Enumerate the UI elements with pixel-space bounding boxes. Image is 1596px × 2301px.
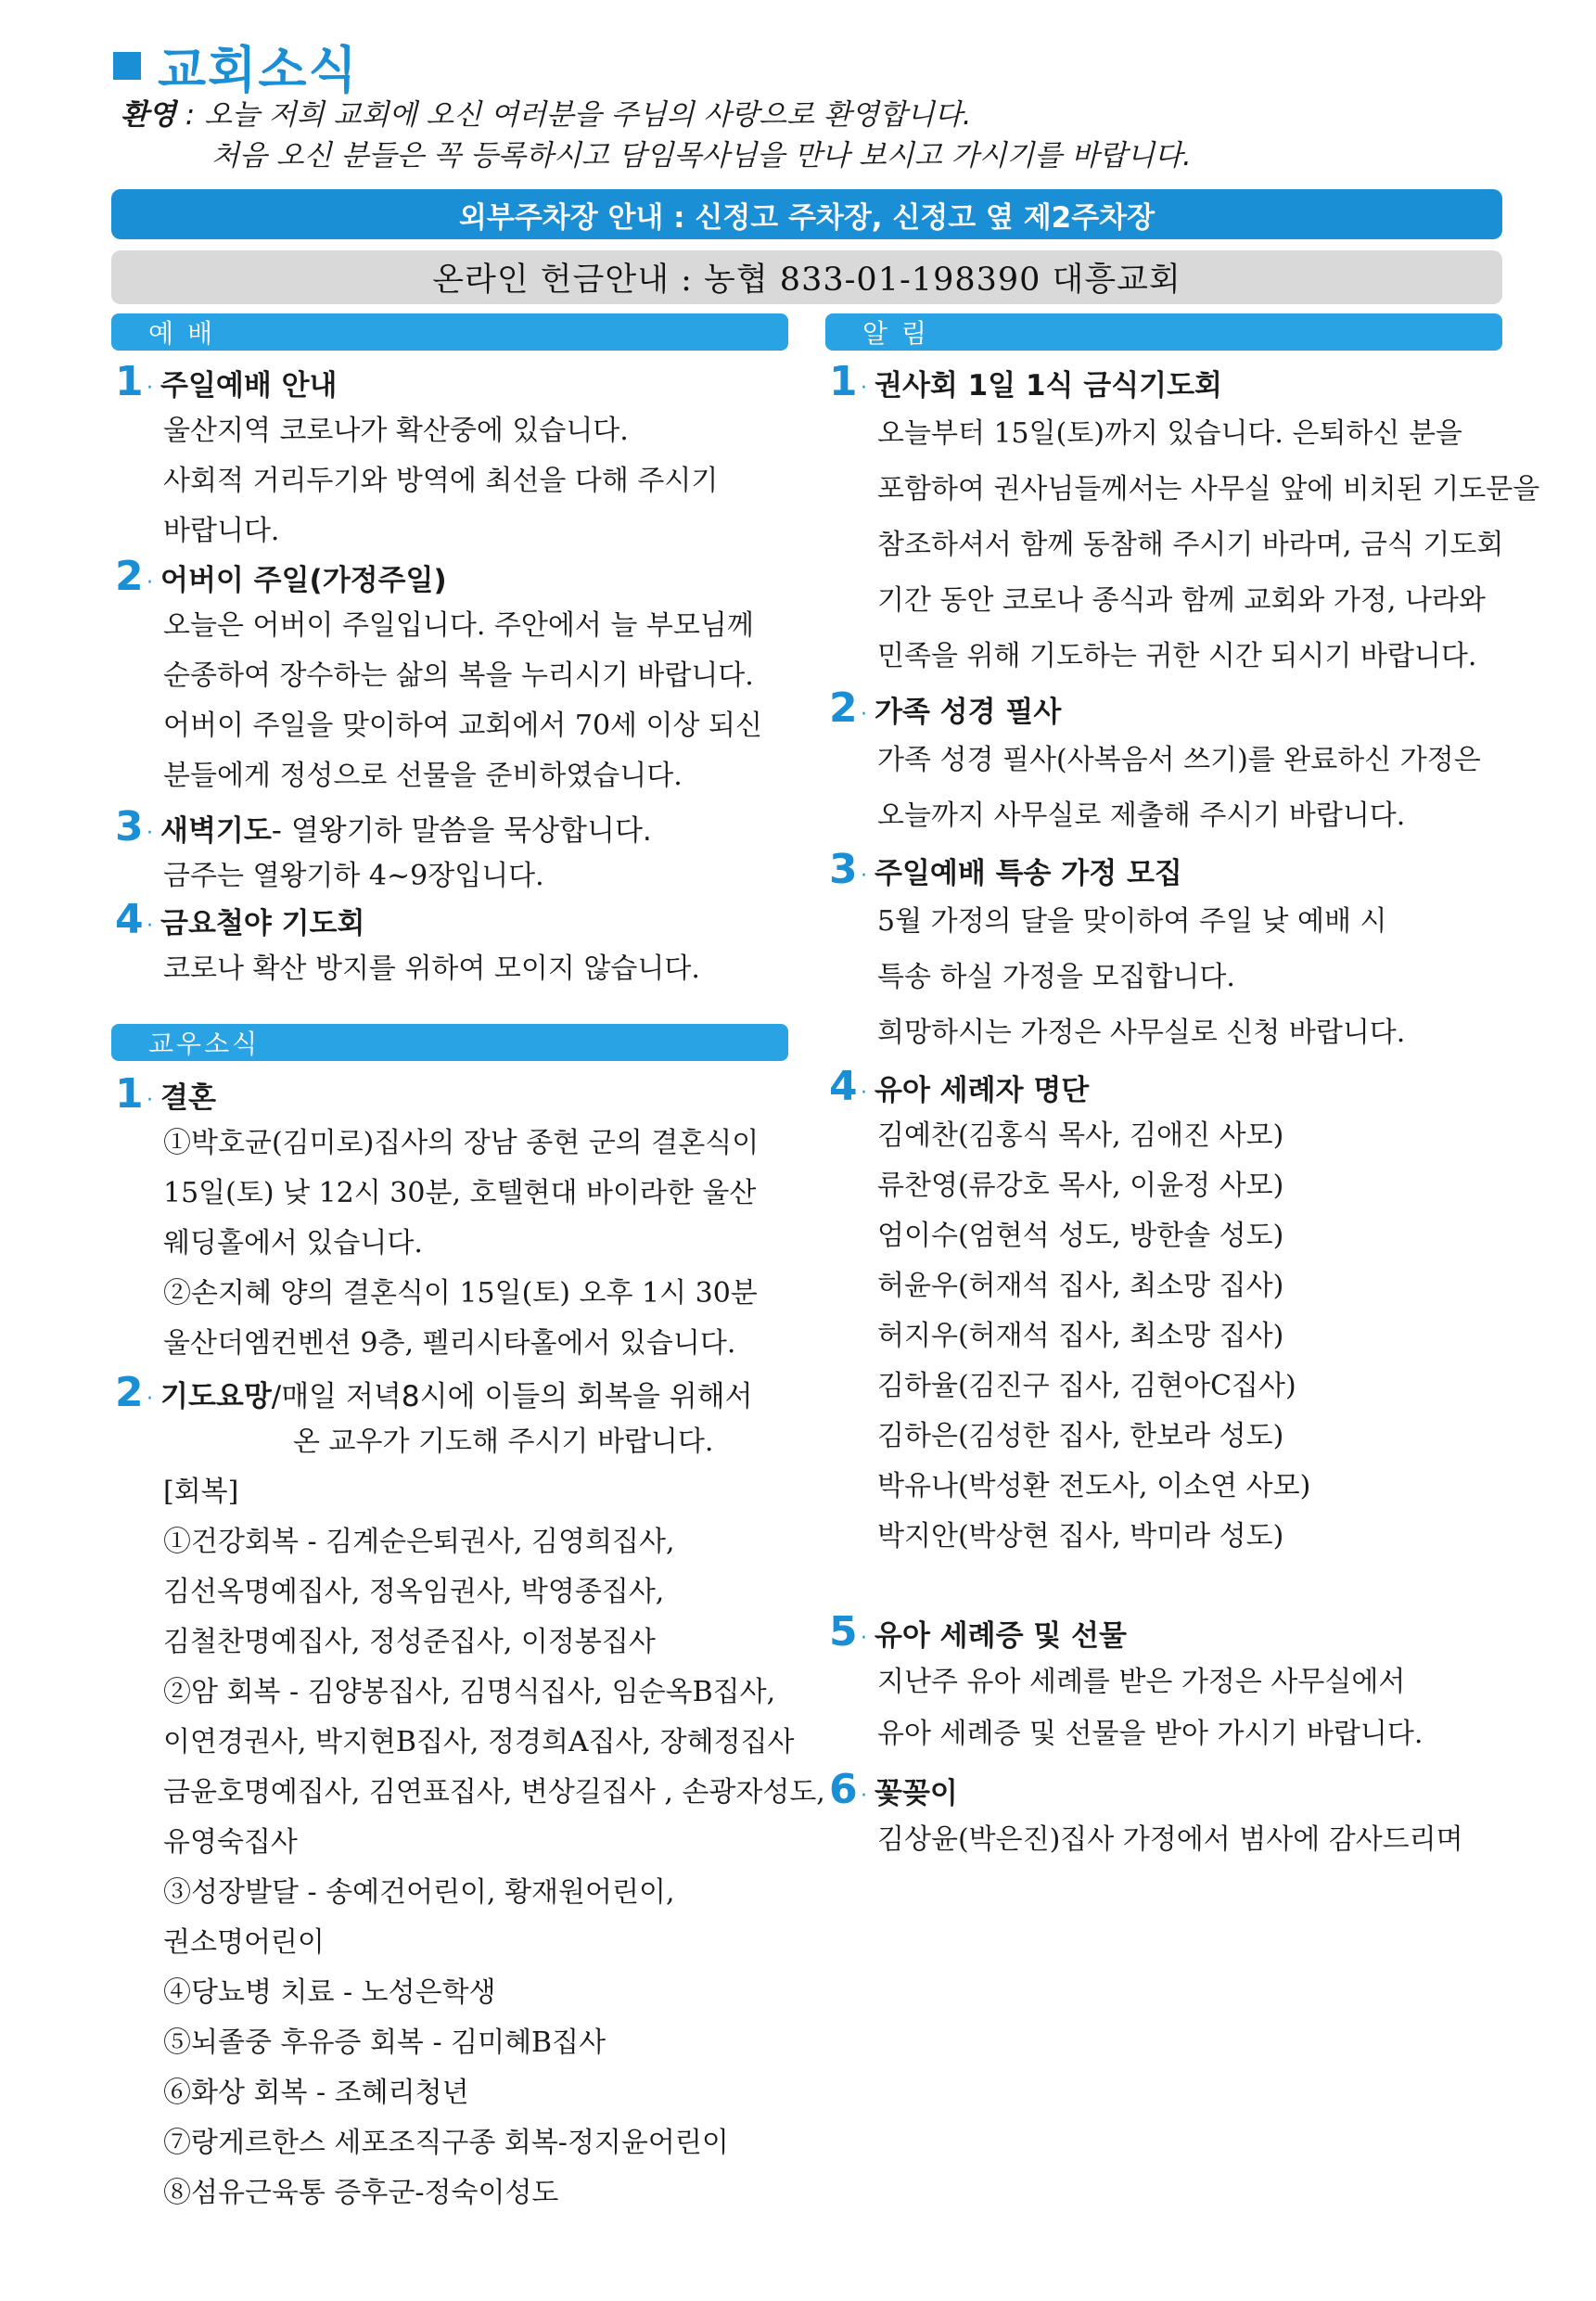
text-line: 포함하여 권사님들께서는 사무실 앞에 비치된 기도문을	[877, 473, 1540, 505]
text-line: ④당뇨병 치료 - 노성은학생	[163, 1976, 496, 2009]
bullet-dot-icon: ·	[861, 864, 867, 888]
text-line: 김하은(김성한 집사, 한보라 성도)	[877, 1420, 1284, 1452]
members-item-subtitle: /매일 저녁8시에 이들의 회복을 위해서	[271, 1380, 753, 1413]
text-line: 사회적 거리두기와 방역에 최선을 다해 주시기	[163, 465, 719, 497]
text-line: 순종하여 장수하는 삶의 복을 누리시기 바랍니다.	[163, 659, 754, 692]
bullet-dot-icon: ·	[861, 1627, 867, 1650]
worship-item-2-heading	[115, 553, 447, 600]
notices-item-number: 5	[829, 1608, 858, 1655]
bullet-dot-icon: ·	[861, 703, 867, 726]
bullet-dot-icon: ·	[147, 571, 153, 594]
worship-item-number: 3	[115, 803, 144, 850]
text-line: 온 교우가 기도해 주시기 바랍니다.	[293, 1425, 714, 1458]
text-line: 금윤호명예집사, 김연표집사, 변상길집사 , 손광자성도,	[163, 1776, 825, 1809]
notices-item-title: 가족 성경 필사	[875, 696, 1062, 729]
notices-item-3-body	[877, 894, 1405, 1061]
text-line: 바랍니다.	[163, 515, 280, 547]
notices-item-title: 유아 세례증 및 선물	[875, 1619, 1127, 1653]
text-line: 김하율(김진구 집사, 김현아C집사)	[877, 1370, 1296, 1402]
bullet-dot-icon: ·	[147, 822, 153, 845]
text-line: 지난주 유아 세례를 받은 가정은 사무실에서	[877, 1666, 1406, 1698]
notices-item-2-body	[877, 733, 1481, 844]
notices-item-title: 꽃꽂이	[875, 1777, 958, 1810]
text-line: ③성장발달 - 송예건어린이, 황재원어린이,	[163, 1876, 675, 1909]
worship-item-1-body	[163, 406, 718, 556]
bullet-dot-icon: ·	[147, 1089, 153, 1112]
notices-item-1-heading	[829, 358, 1222, 405]
notices-item-6-body	[877, 1814, 1463, 1866]
page-title-text: 교회소식	[158, 40, 359, 99]
bullet-dot-icon: ·	[861, 1081, 867, 1105]
text-line: 희망하시는 가정은 사무실로 신청 바랍니다.	[877, 1016, 1406, 1049]
bullet-dot-icon: ·	[147, 914, 153, 938]
members-item-title: 기도요망	[160, 1380, 272, 1413]
text-line: 박유나(박성환 전도사, 이소연 사모)	[877, 1470, 1311, 1502]
text-line: 김예찬(김홍식 목사, 김애진 사모)	[877, 1119, 1284, 1152]
notices-item-3-heading	[829, 846, 1182, 893]
text-line: 특송 하실 가정을 모집합니다.	[877, 961, 1235, 993]
members-item-title: 결혼	[160, 1081, 216, 1115]
bullet-dot-icon: ·	[861, 377, 867, 400]
worship-item-title: 어버이 주일(가정주일)	[160, 564, 447, 597]
notices-item-number: 4	[829, 1063, 858, 1110]
text-line: 이연경권사, 박지현B집사, 정경희A집사, 장혜정집사	[163, 1726, 795, 1758]
text-line: 참조하셔서 함께 동참해 주시기 바라며, 금식 기도회	[877, 529, 1504, 561]
worship-item-number: 1	[115, 358, 144, 405]
worship-item-subtitle: - 열왕기하 말씀을 묵상합니다.	[271, 814, 652, 848]
members-item-1-heading	[115, 1070, 216, 1118]
text-line: 오늘은 어버이 주일입니다. 주안에서 늘 부모님께	[163, 609, 754, 642]
text-line: 분들에게 정성으로 선물을 준비하였습니다.	[163, 760, 683, 792]
worship-item-1-heading	[115, 358, 338, 405]
text-line: ②손지혜 양의 결혼식이 15일(토) 오후 1시 30분	[163, 1277, 758, 1310]
text-line: ⑦랑게르한스 세포조직구종 회복-정지윤어린이	[163, 2127, 729, 2159]
text-line: 5월 가정의 달을 맞이하여 주일 낮 예배 시	[877, 905, 1387, 938]
members-item-number: 2	[115, 1369, 144, 1416]
notices-item-number: 2	[829, 684, 858, 732]
welcome-line-2: 처음 오신 분들은 꼭 등록하시고 담임목사님을 만나 보시고 가시기를 바랍니다.	[211, 139, 1192, 173]
bullet-dot-icon: ·	[861, 1784, 867, 1808]
notices-item-title: 권사회 1일 1식 금식기도회	[875, 369, 1222, 403]
worship-item-title: 주일예배 안내	[160, 369, 338, 403]
worship-item-title: 금요철야 기도회	[160, 907, 365, 940]
text-line: 권소명어린이	[163, 1926, 325, 1959]
members-item-1-body	[163, 1119, 759, 1369]
members-item-2-body	[163, 1417, 825, 2218]
square-bullet-icon	[113, 52, 141, 80]
text-line: ⑥화상 회복 - 조혜리청년	[163, 2077, 469, 2109]
notices-item-title: 유아 세례자 명단	[875, 1074, 1090, 1107]
text-line: 박지안(박상현 집사, 박미라 성도)	[877, 1520, 1284, 1553]
text-line: 어버이 주일을 맞이하여 교회에서 70세 이상 되신	[163, 709, 763, 742]
text-line: 금주는 열왕기하 4~9장입니다.	[163, 860, 544, 892]
parking-banner: 외부주차장 안내 : 신정고 주차장, 신정고 옆 제2주차장	[111, 189, 1502, 239]
text-line: ②암 회복 - 김양봉집사, 김명식집사, 임순옥B집사,	[163, 1676, 776, 1708]
text-line: ①건강회복 - 김계순은퇴권사, 김영희집사,	[163, 1526, 675, 1558]
welcome-message	[121, 95, 1192, 176]
text-line: 오늘까지 사무실로 제출해 주시기 바랍니다.	[877, 799, 1406, 832]
offering-banner: 온라인 헌금안내 : 농협 833-01-198390 대흥교회	[111, 250, 1502, 304]
notices-item-number: 6	[829, 1766, 858, 1813]
welcome-label: 환영	[121, 98, 176, 132]
text-line: 코로나 확산 방지를 위하여 모이지 않습니다.	[163, 952, 700, 985]
notices-item-5-body	[877, 1656, 1423, 1760]
members-section-header: 교우소식	[111, 1024, 788, 1061]
bullet-dot-icon: ·	[147, 1387, 153, 1411]
notices-item-6-heading	[829, 1766, 958, 1813]
text-line: 웨딩홀에서 있습니다.	[163, 1227, 423, 1259]
notices-item-4-heading	[829, 1063, 1090, 1110]
notices-section-header: 알 림	[825, 313, 1502, 351]
text-line: 김상윤(박은진)집사 가정에서 범사에 감사드리며	[877, 1823, 1463, 1856]
text-line: 기간 동안 코로나 종식과 함께 교회와 가정, 나라와	[877, 584, 1486, 617]
notices-item-5-heading	[829, 1608, 1127, 1655]
notices-item-number: 3	[829, 846, 858, 893]
text-line: 민족을 위해 기도하는 귀한 시간 되시기 바랍니다.	[877, 640, 1477, 672]
text-line: 김철찬명예집사, 정성준집사, 이정봉집사	[163, 1626, 656, 1658]
text-line: ⑤뇌졸중 후유증 회복 - 김미혜B집사	[163, 2026, 606, 2059]
text-line: 울산지역 코로나가 확산중에 있습니다.	[163, 415, 629, 447]
members-item-2-heading	[115, 1369, 753, 1416]
text-line: ①박호균(김미로)집사의 장남 종현 군의 결혼식이	[163, 1127, 760, 1159]
text-line: [회복]	[163, 1476, 239, 1508]
text-line: 엄이수(엄현석 성도, 방한솔 성도)	[877, 1220, 1284, 1252]
worship-item-title: 새벽기도	[160, 814, 272, 848]
worship-item-4-heading	[115, 896, 365, 943]
text-line: 가족 성경 필사(사복음서 쓰기)를 완료하신 가정은	[877, 744, 1481, 776]
notices-item-4-body	[877, 1111, 1310, 1562]
page-title	[113, 33, 359, 98]
text-line: 허윤우(허재석 집사, 최소망 집사)	[877, 1270, 1284, 1302]
notices-item-1-body	[877, 406, 1539, 684]
worship-item-3-heading	[115, 803, 652, 850]
text-line: 김선옥명예집사, 정옥임권사, 박영종집사,	[163, 1576, 665, 1608]
welcome-line-1: : 오늘 저희 교회에 오신 여러분을 주님의 사랑으로 환영합니다.	[185, 98, 972, 132]
text-line: 허지우(허재석 집사, 최소망 집사)	[877, 1320, 1284, 1352]
bullet-dot-icon: ·	[147, 377, 153, 400]
worship-item-number: 2	[115, 553, 144, 600]
notices-item-number: 1	[829, 358, 858, 405]
worship-item-4-body	[163, 944, 700, 994]
worship-item-2-body	[163, 601, 762, 801]
worship-item-3-body	[163, 851, 544, 901]
text-line: 류찬영(류강호 목사, 이윤정 사모)	[877, 1170, 1284, 1202]
text-line: 오늘부터 15일(토)까지 있습니다. 은퇴하신 분을	[877, 417, 1462, 450]
worship-item-number: 4	[115, 896, 144, 943]
text-line: 유영숙집사	[163, 1826, 298, 1859]
notices-item-title: 주일예배 특송 가정 모집	[875, 857, 1182, 890]
worship-section-header: 예 배	[111, 313, 788, 351]
text-line: 울산더엠컨벤션 9층, 펠리시타홀에서 있습니다.	[163, 1327, 736, 1360]
notices-item-2-heading	[829, 684, 1062, 732]
text-line: ⑧섬유근육통 증후군-정숙이성도	[163, 2177, 559, 2209]
text-line: 유아 세례증 및 선물을 받아 가시기 바랍니다.	[877, 1718, 1424, 1750]
text-line: 15일(토) 낮 12시 30분, 호텔현대 바이라한 울산	[163, 1177, 757, 1209]
members-item-number: 1	[115, 1070, 144, 1118]
